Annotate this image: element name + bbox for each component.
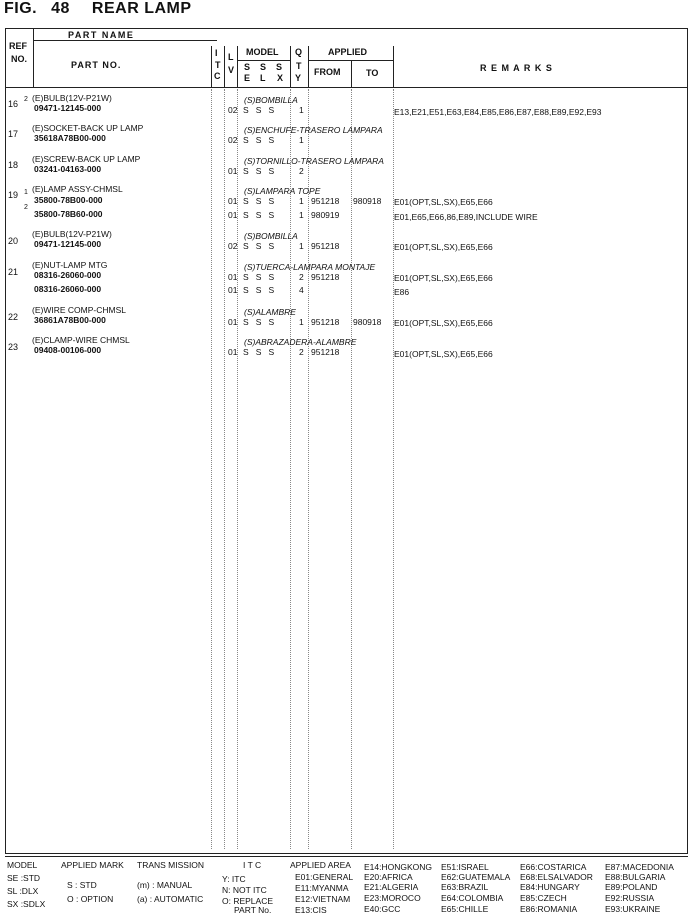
- remark-20: E01(OPT,SL,SX),E65,E66: [394, 242, 493, 252]
- remark-16: E13,E21,E51,E63,E84,E85,E86,E87,E88,E89,E92,E93: [394, 107, 602, 117]
- area-e20: E20:AFRICA: [364, 872, 413, 882]
- lv-18: 01: [228, 166, 238, 176]
- area-e23: E23:MOROCO: [364, 893, 421, 903]
- col-to: [351, 60, 352, 87]
- part-23: 09408-00106-000: [34, 345, 102, 355]
- area-e89: E89:POLAND: [605, 882, 658, 892]
- area-e66: E66:COSTARICA: [520, 862, 587, 872]
- name-17: (E)SOCKET-BACK UP LAMP: [32, 123, 144, 133]
- header-qty-1: Q: [295, 47, 303, 57]
- header-model-e: E: [244, 73, 251, 83]
- legend-itc-n: N: NOT ITC: [222, 885, 267, 895]
- model-22: S S S: [243, 317, 275, 327]
- area-e93: E93:UKRAINE: [605, 904, 661, 914]
- part-21b: 08316-26060-000: [34, 284, 102, 294]
- area-e21: E21:ALGERIA: [364, 882, 419, 892]
- legend-trans-title: TRANS MISSION: [137, 860, 205, 870]
- name-22: (E)WIRE COMP-CHMSL: [32, 305, 126, 315]
- ref-22: 22: [8, 312, 19, 322]
- legend-itc-o: O: REPLACE: [222, 896, 274, 906]
- col-from: [308, 46, 309, 87]
- legend-applied-mark-title: APPLIED MARK: [61, 860, 124, 870]
- qty-23: 2: [299, 347, 304, 357]
- legend-trans-manual: (m) : MANUAL: [137, 880, 193, 890]
- lv-21a: 01: [228, 272, 238, 282]
- remark-22: E01(OPT,SL,SX),E65,E66: [394, 318, 493, 328]
- model-23: S S S: [243, 347, 275, 357]
- from-23: 951218: [311, 347, 340, 357]
- legend-model-sl: SL :DLX: [7, 886, 39, 896]
- header-model-s3: S: [276, 62, 283, 72]
- col-remarks: [393, 46, 394, 87]
- part-18: 03241-04163-000: [34, 164, 102, 174]
- col-itc: [211, 46, 212, 87]
- model-20: S S S: [243, 241, 275, 251]
- lv-16: 02: [228, 105, 238, 115]
- area-e13: E13:CIS: [295, 905, 327, 915]
- remark-23: E01(OPT,SL,SX),E65,E66: [394, 349, 493, 359]
- model-18: S S S: [243, 166, 275, 176]
- name-23: (E)CLAMP-WIRE CHMSL: [32, 335, 130, 345]
- legend-mark-std: S : STD: [67, 880, 97, 890]
- name-20: (E)BULB(12V-P21W): [32, 229, 112, 239]
- header-to: TO: [366, 68, 379, 78]
- footer-divider: [5, 856, 688, 857]
- lv-17: 02: [228, 135, 238, 145]
- header-part-no: PART NO.: [71, 60, 122, 70]
- area-e51: E51:ISRAEL: [441, 862, 489, 872]
- lv-21b: 01: [228, 285, 238, 295]
- figure-name: REAR LAMP: [91, 0, 192, 17]
- area-e84: E84:HUNGARY: [520, 882, 580, 892]
- legend-model-title: MODEL: [7, 860, 38, 870]
- header-qty-2: T: [296, 61, 302, 71]
- spanish-16: (S)BOMBILLA: [244, 95, 298, 105]
- part-19a: 35800-78B00-000: [34, 195, 103, 205]
- spanish-22: (S)ALAMBRE: [244, 307, 296, 317]
- from-19a: 951218: [311, 196, 340, 206]
- from-22: 951218: [311, 317, 340, 327]
- legend-mark-option: O : OPTION: [67, 894, 114, 904]
- header-itc-1: I: [215, 48, 218, 58]
- header-part-name: PART NAME: [68, 30, 135, 40]
- area-e63: E63:BRAZIL: [441, 882, 489, 892]
- ref-16: 16: [8, 99, 19, 109]
- spanish-19: (S)LAMPARA TOPE: [244, 186, 321, 196]
- legend-itc-title: I T C: [243, 860, 262, 870]
- legend-itc-partno: PART No.: [234, 905, 272, 915]
- header-model-l: L: [260, 73, 266, 83]
- name-16: (E)BULB(12V-P21W): [32, 93, 112, 103]
- area-e12: E12:VIETNAM: [295, 894, 351, 904]
- lv-19a: 01: [228, 196, 238, 206]
- name-19: (E)LAMP ASSY-CHMSL: [32, 184, 123, 194]
- model-divider: [237, 60, 290, 61]
- header-model: MODEL: [246, 47, 279, 57]
- header-itc-3: C: [214, 71, 221, 81]
- model-19a: S S S: [243, 196, 275, 206]
- col-ref: [33, 29, 34, 87]
- header-no: NO.: [11, 54, 28, 64]
- header-divider: [33, 40, 217, 41]
- remark-19b: E01,E65,E66,86,E89,INCLUDE WIRE: [394, 212, 538, 222]
- legend-area-title: APPLIED AREA: [290, 860, 351, 870]
- area-e62: E62:GUATEMALA: [441, 872, 511, 882]
- model-21b: S S S: [243, 285, 275, 295]
- qty-21a: 2: [299, 272, 304, 282]
- sub-19: 1: [24, 189, 28, 196]
- header-bottom: [6, 87, 687, 88]
- spanish-21: (S)TUERCA-LAMPARA MONTAJE: [244, 262, 376, 272]
- qty-22: 1: [299, 317, 304, 327]
- col-lv: [224, 46, 225, 87]
- area-e88: E88:BULGARIA: [605, 872, 666, 882]
- legend-trans-auto: (a) : AUTOMATIC: [137, 894, 204, 904]
- ref-21: 21: [8, 267, 19, 277]
- qty-17: 1: [299, 135, 304, 145]
- guide-itc: [211, 89, 212, 849]
- lv-22: 01: [228, 317, 238, 327]
- ref-20: 20: [8, 236, 19, 246]
- from-19b: 980919: [311, 210, 340, 220]
- model-19b: S S S: [243, 210, 275, 220]
- area-e86: E86:ROMANIA: [520, 904, 578, 914]
- area-e85: E85:CZECH: [520, 893, 567, 903]
- col-qty: [290, 46, 291, 87]
- figure-title: [4, 0, 192, 18]
- sub-16: 2: [24, 96, 28, 103]
- qty-19b: 1: [299, 210, 304, 220]
- area-e92: E92:RUSSIA: [605, 893, 655, 903]
- area-e01: E01:GENERAL: [295, 872, 354, 882]
- qty-19a: 1: [299, 196, 304, 206]
- model-17: S S S: [243, 135, 275, 145]
- header-itc-2: T: [215, 60, 221, 70]
- model-21a: S S S: [243, 272, 275, 282]
- sub-19b: 2: [24, 204, 28, 211]
- ref-18: 18: [8, 160, 19, 170]
- area-e14: E14:HONGKONG: [364, 862, 433, 872]
- model-16: S S S: [243, 105, 275, 115]
- from-21a: 951218: [311, 272, 340, 282]
- area-e68: E68:ELSALVADOR: [520, 872, 593, 882]
- part-22: 36861A78B00-000: [34, 315, 106, 325]
- remark-19a: E01(OPT,SL,SX),E65,E66: [394, 197, 493, 207]
- header-ref: REF: [9, 41, 27, 51]
- ref-19: 19: [8, 190, 19, 200]
- legend-itc-y: Y: ITC: [222, 874, 246, 884]
- header-model-x: X: [277, 73, 284, 83]
- guide-to: [351, 89, 352, 849]
- header-from: FROM: [314, 67, 341, 77]
- part-16: 09471-12145-000: [34, 103, 102, 113]
- part-19b: 35800-78B60-000: [34, 209, 103, 219]
- figure-number: 48: [51, 0, 70, 17]
- col-model: [237, 46, 238, 87]
- qty-18: 2: [299, 166, 304, 176]
- header-model-s1: S: [244, 62, 251, 72]
- part-17: 35618A78B00-000: [34, 133, 106, 143]
- qty-16: 1: [299, 105, 304, 115]
- remark-21b: E86: [394, 287, 410, 297]
- name-21: (E)NUT-LAMP MTG: [32, 260, 108, 270]
- guide-qty: [290, 89, 291, 849]
- legend-model-sx: SX :SDLX: [7, 899, 46, 909]
- lv-23: 01: [228, 347, 238, 357]
- remark-21a: E01(OPT,SL,SX),E65,E66: [394, 273, 493, 283]
- header-applied: APPLIED: [328, 47, 368, 57]
- guide-from: [308, 89, 309, 849]
- area-e11: E11:MYANMA: [295, 883, 349, 893]
- header-lv-2: V: [228, 65, 235, 75]
- to-22: 980918: [353, 317, 382, 327]
- header-remarks: R E M A R K S: [480, 63, 553, 73]
- area-e87: E87:MACEDONIA: [605, 862, 674, 872]
- ref-17: 17: [8, 129, 19, 139]
- guide-lv: [224, 89, 225, 849]
- to-19a: 980918: [353, 196, 382, 206]
- spanish-17: (S)ENCHUFE-TRASERO LAMPARA: [244, 125, 383, 135]
- part-20: 09471-12145-000: [34, 239, 102, 249]
- part-21a: 08316-26060-000: [34, 270, 102, 280]
- name-18: (E)SCREW-BACK UP LAMP: [32, 154, 141, 164]
- figure-label: FIG.: [4, 0, 38, 17]
- qty-20: 1: [299, 241, 304, 251]
- lv-19b: 01: [228, 210, 238, 220]
- qty-21b: 4: [299, 285, 304, 295]
- area-e64: E64:COLOMBIA: [441, 893, 504, 903]
- header-qty-3: Y: [295, 73, 302, 83]
- parts-table: [5, 28, 688, 854]
- area-e65: E65:CHILLE: [441, 904, 489, 914]
- ref-23: 23: [8, 342, 19, 352]
- lv-20: 02: [228, 241, 238, 251]
- area-e40: E40:GCC: [364, 904, 401, 914]
- spanish-20: (S)BOMBILLA: [244, 231, 298, 241]
- spanish-23: (S)ABRAZADERA-ALAMBRE: [244, 337, 357, 347]
- header-model-s2: S: [260, 62, 267, 72]
- spanish-18: (S)TORNILLO-TRASERO LAMPARA: [244, 156, 384, 166]
- header-lv-1: L: [228, 52, 234, 62]
- legend-model-se: SE :STD: [7, 873, 41, 883]
- from-20: 951218: [311, 241, 340, 251]
